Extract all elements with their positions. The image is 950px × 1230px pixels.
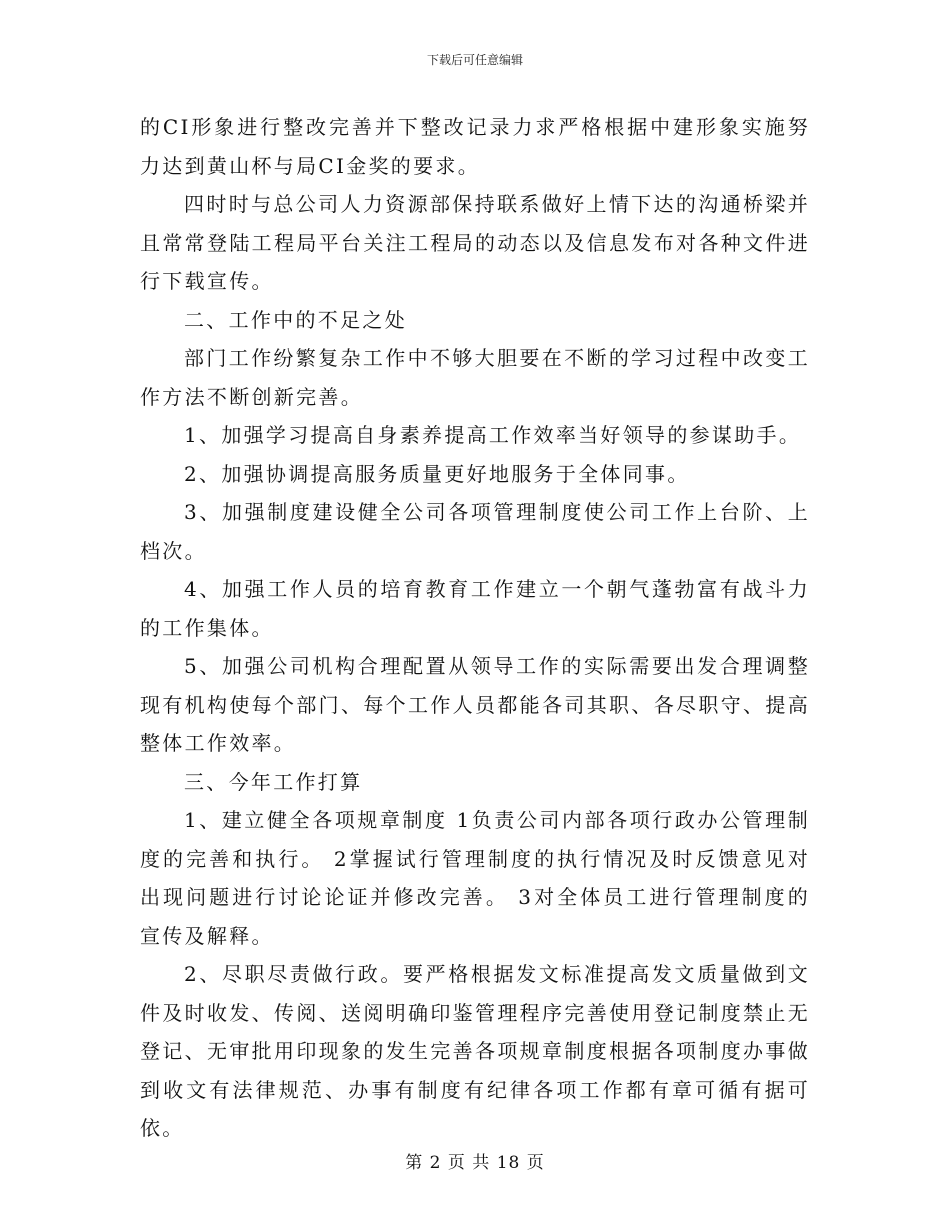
plan-item-2: 2、尽职尽责做行政。要严格根据发文标准提高发文质量做到文件及时收发、传阅、送阅明确印鉴管理程序完善使用登记制度禁止无登记、无审批用印现象的发生完善各项规章制度根据各项制度办事做到收文有法律规范、办事有制度有纪律各项工作都有章可循有据可依。 — [140, 962, 810, 1140]
paragraph-4: 部门工作纷繁复杂工作中不够大胆要在不断的学习过程中改变工作方法不断创新完善。 — [140, 346, 810, 409]
list-item-4: 4、加强工作人员的培育教育工作建立一个朝气蓬勃富有战斗力的工作集体。 — [140, 577, 810, 640]
list-item-5: 5、加强公司机构合理配置从领导工作的实际需要出发合理调整现有机构使每个部门、每个工作人员都能各司其职、各尽职守、提高整体工作效率。 — [140, 654, 810, 755]
page-number: 第 2 页 共 18 页 — [405, 1153, 545, 1173]
document-body — [140, 108, 810, 1148]
plan-item-1: 1、建立健全各项规章制度 1负责公司内部各项行政办公管理制度的完善和执行。 2掌握试行管理制度的执行情况及时反馈意见对出现问题进行讨论论证并修改完善。 3对全体员工进行管理制度的宣传及解释。 — [140, 808, 810, 948]
section-heading-plans: 三、今年工作打算 — [184, 769, 363, 794]
list-item-3: 3、加强制度建设健全公司各项管理制度使公司工作上台阶、上档次。 — [140, 500, 810, 563]
page-header: 下载后可任意编辑 — [426, 53, 523, 67]
paragraph-1: 的CI形象进行整改完善并下整改记录力求严格根据中建形象实施努力达到黄山杯与局CI金奖的要求。 — [140, 115, 810, 178]
paragraph-2: 四时时与总公司人力资源部保持联系做好上情下达的沟通桥梁并且常常登陆工程局平台关注工程局的动态以及信息发布对各种文件进行下载宣传。 — [140, 192, 810, 293]
section-heading-shortcomings: 二、工作中的不足之处 — [184, 307, 407, 332]
list-item-2: 2、加强协调提高服务质量更好地服务于全体同事。 — [184, 461, 690, 486]
list-item-1: 1、加强学习提高自身素养提高工作效率当好领导的参谋助手。 — [184, 423, 802, 447]
